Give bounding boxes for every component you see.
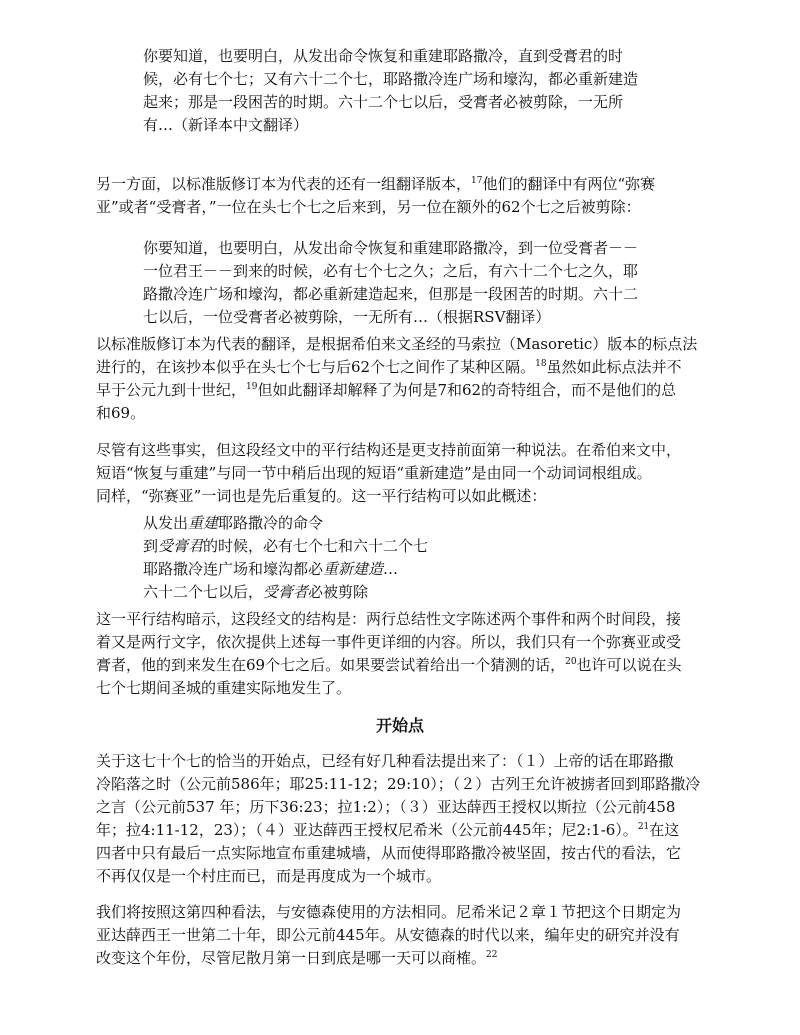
text-line: 短语“恢复与重建”与同一节中稍后出现的短语“重新建造”是由同一个动词词根组成。 bbox=[96, 464, 652, 482]
text-line: 一位君王－－到来的时候，必有七个七之久；之后，有六十二个七之久，耶 bbox=[143, 262, 639, 280]
text-line: 不再仅仅是一个村庄而已，而是再度成为一个城市。 bbox=[96, 867, 442, 885]
text-span: 的时候，必有七个七和六十二个七 bbox=[203, 537, 429, 555]
outline-line bbox=[143, 512, 703, 535]
text-line: 路撒冷连广场和壕沟，都必重新建造起来，但那是一段困苦的时期。六十二 bbox=[143, 285, 639, 303]
text-line: 以标准版修订本为代表的翻译，是根据希伯来文圣经的马索拉（Masoretic）版本的标点法 bbox=[96, 335, 698, 353]
text-span: 到 bbox=[143, 537, 159, 555]
paragraph-structure-implication bbox=[96, 608, 716, 700]
emphasis: 重建 bbox=[188, 514, 219, 532]
text-line: 四者中只有最后一点实际地宣布重建城墙，从而使得耶路撒冷被坚固，按古代的看法，它 bbox=[96, 844, 682, 862]
text-span: 也许可以说在头 bbox=[576, 656, 682, 674]
block-quote-new-translation bbox=[143, 45, 703, 137]
text-line bbox=[96, 356, 716, 379]
emphasis: 重新建造 bbox=[323, 560, 384, 578]
text-line: 起来；那是一段困苦的时期。六十二个七以后，受膏者必被剪除，一无所 bbox=[143, 93, 624, 111]
text-span: 年；拉4:11-12，23）；（４）亚达薛西王授权尼希米（公元前445年；尼2:1-6）。 bbox=[96, 821, 638, 839]
text-line: 关于这七十个七的恰当的开始点，已经有好几种看法提出来了：（１）上帝的话在耶路撒 bbox=[96, 752, 674, 770]
text-span: 耶路撒冷的命令 bbox=[218, 514, 324, 532]
text-line: 候，必有七个七；又有六十二个七，耶路撒冷连广场和壕沟，都必重新建造 bbox=[143, 70, 639, 88]
text-line: 亚”或者“受膏者，”一位在头七个七之后来到，另一位在额外的62个七之后被剪除： bbox=[96, 198, 641, 216]
text-span: 六十二个七以后， bbox=[143, 583, 264, 601]
text-line: 我们将按照这第四种看法，与安德森使用的方法相同。尼希米记２章１节把这个日期定为 bbox=[96, 903, 682, 921]
text-span: 另一方面，以标准版修订本为代表的还有一组翻译版本， bbox=[96, 175, 472, 193]
text-line: 冷陷落之时（公元前586年；耶25:11-12；29:10）；（２）古列王允许被掳者回到耶路撒冷 bbox=[96, 775, 701, 793]
text-span: 早于公元九到十世纪， bbox=[96, 381, 247, 399]
paragraph-rsv-intro bbox=[96, 173, 716, 219]
text-line: 同样，“弥赛亚”一词也是先后重复的。这一平行结构可以如此概述： bbox=[96, 487, 547, 505]
footnote-ref-20[interactable]: 20 bbox=[565, 657, 577, 667]
paragraph-fourth-view bbox=[96, 901, 716, 970]
parallel-outline bbox=[143, 512, 703, 604]
outline-line bbox=[143, 535, 703, 558]
paragraph-starting-points bbox=[96, 750, 716, 888]
footnote-ref-18[interactable]: 18 bbox=[535, 359, 547, 369]
text-line: 你要知道，也要明白，从发出命令恢复和重建耶路撒冷，到一位受膏者－－ bbox=[143, 239, 639, 257]
text-line bbox=[96, 654, 716, 677]
text-line bbox=[96, 173, 716, 196]
text-line bbox=[96, 379, 716, 402]
text-line bbox=[96, 819, 716, 842]
text-span: 耶路撒冷连广场和壕沟都必 bbox=[143, 560, 324, 578]
text-span: 在这 bbox=[649, 821, 680, 839]
text-line: 着又是两行文字，依次提供上述每一事件更详细的内容。所以，我们只有一个弥赛亚或受 bbox=[96, 633, 682, 651]
section-heading: 开始点 bbox=[375, 716, 424, 735]
emphasis: 受膏君 bbox=[158, 537, 204, 555]
text-line bbox=[96, 947, 716, 970]
text-line: 七以后，一位受膏者必被剪除，一无所有…（根据RSV翻译） bbox=[143, 308, 551, 326]
text-span: 但如此翻译却解释了为何是7和62的奇特组合，而不是他们的总 bbox=[257, 381, 677, 399]
text-line: 你要知道，也要明白，从发出命令恢复和重建耶路撒冷，直到受膏君的时 bbox=[143, 47, 624, 65]
text-line: 和69。 bbox=[96, 404, 146, 422]
footnote-ref-21[interactable]: 21 bbox=[637, 822, 650, 832]
outline-line bbox=[143, 581, 703, 604]
text-span: 从发出 bbox=[143, 514, 189, 532]
paragraph-parallel-structure bbox=[96, 439, 716, 508]
text-line: 这一平行结构暗示，这段经文的结构是：两行总结性文字陈述两个事件和两个时间段，接 bbox=[96, 610, 682, 628]
block-quote-rsv bbox=[143, 237, 703, 329]
text-line: 尽管有这些事实，但这段经文中的平行结构还是更支持前面第一种说法。在希伯来文中， bbox=[96, 441, 682, 459]
text-span: 改变这个年份，尽管尼散月第一日到底是哪一天可以商榷。 bbox=[96, 949, 487, 967]
text-span: 膏者，他的到来发生在69个七之后。如果要尝试着给出一个猜测的话， bbox=[96, 656, 566, 674]
text-span: 他们的翻译中有两位“弥赛 bbox=[482, 175, 656, 193]
footnote-ref-22[interactable]: 22 bbox=[486, 950, 498, 960]
text-line: 亚达薛西王一世第二十年，即公元前445年。从安德森的时代以来，编年史的研究并没有 bbox=[96, 926, 680, 944]
text-line: 之言（公元前537 年；历下36:23；拉1:2）；（３）亚达薛西王授权以斯拉（公元前458 bbox=[96, 798, 676, 816]
outline-line bbox=[143, 558, 703, 581]
text-span: 虽然如此标点法并不 bbox=[546, 358, 682, 376]
text-line: 有…（新译本中文翻译） bbox=[143, 116, 309, 134]
text-span: 进行的，在该抄本似乎在头七个七与后62个七之间作了某种区隔。 bbox=[96, 358, 536, 376]
text-line: 七个七期间圣城的重建实际地发生了。 bbox=[96, 679, 352, 697]
emphasis: 受膏者 bbox=[263, 583, 309, 601]
footnote-ref-19[interactable]: 19 bbox=[246, 382, 258, 392]
paragraph-masoretic bbox=[96, 333, 716, 425]
text-span: 必被剪除 bbox=[308, 583, 369, 601]
footnote-ref-17[interactable]: 17 bbox=[471, 176, 483, 186]
text-span: … bbox=[383, 560, 399, 578]
